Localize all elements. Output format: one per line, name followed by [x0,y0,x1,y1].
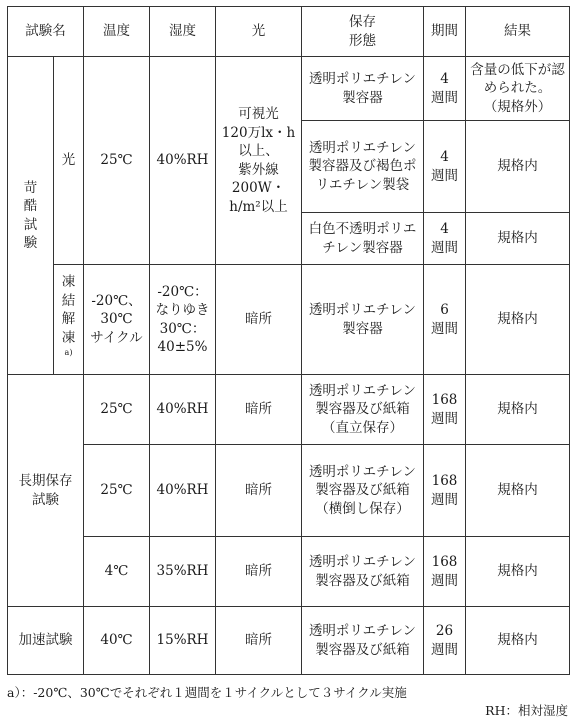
table-row [8,375,570,445]
cell-storage-form: 透明ポリエチレン製容器 [302,57,424,121]
cell-result: 規格内 [466,265,570,375]
cell-storage-form: 透明ポリエチレン製容器及び紙箱（直立保存） [302,375,424,445]
cell-storage-form: 透明ポリエチレン製容器及び紙箱 [302,537,424,607]
cell-period: 26 週間 [424,607,466,675]
footnote: a）：-20℃、30℃でそれぞれ１週間を１サイクルとして３サイクル実施 [7,685,407,700]
cell-temp: 25℃ [84,375,150,445]
cell-humidity: 40%RH [150,57,216,265]
cell-result: 規格内 [466,445,570,537]
group-stress-test: 苛 酷 試 験 [8,57,54,375]
table-row [8,607,570,675]
cell-humidity: 40%RH [150,445,216,537]
cell-humidity: -20℃： なりゆき 30℃： 40±5% [150,265,216,375]
subgroup-light: 光 [54,57,84,265]
cell-result: 含量の低下が認められた。 （規格外） [466,57,570,121]
cell-light: 暗所 [216,607,302,675]
header-temperature: 温度 [84,7,150,57]
cell-period: 4 週間 [424,57,466,121]
cell-storage-form: 透明ポリエチレン製容器及び紙箱 （横倒し保存） [302,445,424,537]
cell-humidity: 15%RH [150,607,216,675]
cell-temp: 25℃ [84,445,150,537]
cell-temp: 25℃ [84,57,150,265]
cell-light: 暗所 [216,537,302,607]
subgroup-freeze-thaw [54,265,84,375]
cell-period: 4 週間 [424,121,466,213]
cell-result: 規格内 [466,607,570,675]
cell-result: 規格内 [466,213,570,265]
cell-period: 168 週間 [424,445,466,537]
header-result: 結果 [466,7,570,57]
cell-result: 規格内 [466,537,570,607]
table-row [8,57,570,121]
freeze-thaw-label: 凍 結 解 凍 [61,273,76,346]
cell-storage-form: 透明ポリエチレン製容器及び褐色ポリエチレン製袋 [302,121,424,213]
header-light: 光 [216,7,302,57]
cell-light: 暗所 [216,375,302,445]
cell-period: 168 週間 [424,375,466,445]
cell-storage-form: 白色不透明ポリエチレン製容器 [302,213,424,265]
header-period: 期間 [424,7,466,57]
cell-result: 規格内 [466,121,570,213]
header-storage-form: 保存 形態 [302,7,424,57]
cell-period: 168 週間 [424,537,466,607]
cell-period: 4 週間 [424,213,466,265]
cell-storage-form: 透明ポリエチレン製容器 [302,265,424,375]
group-accelerated-test: 加速試験 [8,607,84,675]
cell-light: 暗所 [216,265,302,375]
stability-table [7,6,570,675]
cell-light: 可視光 120万lx・h 以上、 紫外線 200W・ h/m²以上 [216,57,302,265]
cell-period: 6 週間 [424,265,466,375]
cell-temp: 40℃ [84,607,150,675]
cell-humidity: 35%RH [150,537,216,607]
rh-note: RH：相対湿度 [485,703,568,718]
cell-storage-form: 透明ポリエチレン製容器及び紙箱 [302,607,424,675]
table-row [8,265,570,375]
header-test-name: 試験名 [8,7,84,57]
cell-temp: -20℃、 30℃ サイクル [84,265,150,375]
cell-temp: 4℃ [84,537,150,607]
cell-result: 規格内 [466,375,570,445]
footnote-ref: a) [64,348,73,358]
cell-humidity: 40%RH [150,375,216,445]
header-row [8,7,570,57]
group-long-term-test: 長期保存 試験 [8,375,84,607]
table-row [8,537,570,607]
table-row [8,445,570,537]
header-humidity: 湿度 [150,7,216,57]
cell-light: 暗所 [216,445,302,537]
